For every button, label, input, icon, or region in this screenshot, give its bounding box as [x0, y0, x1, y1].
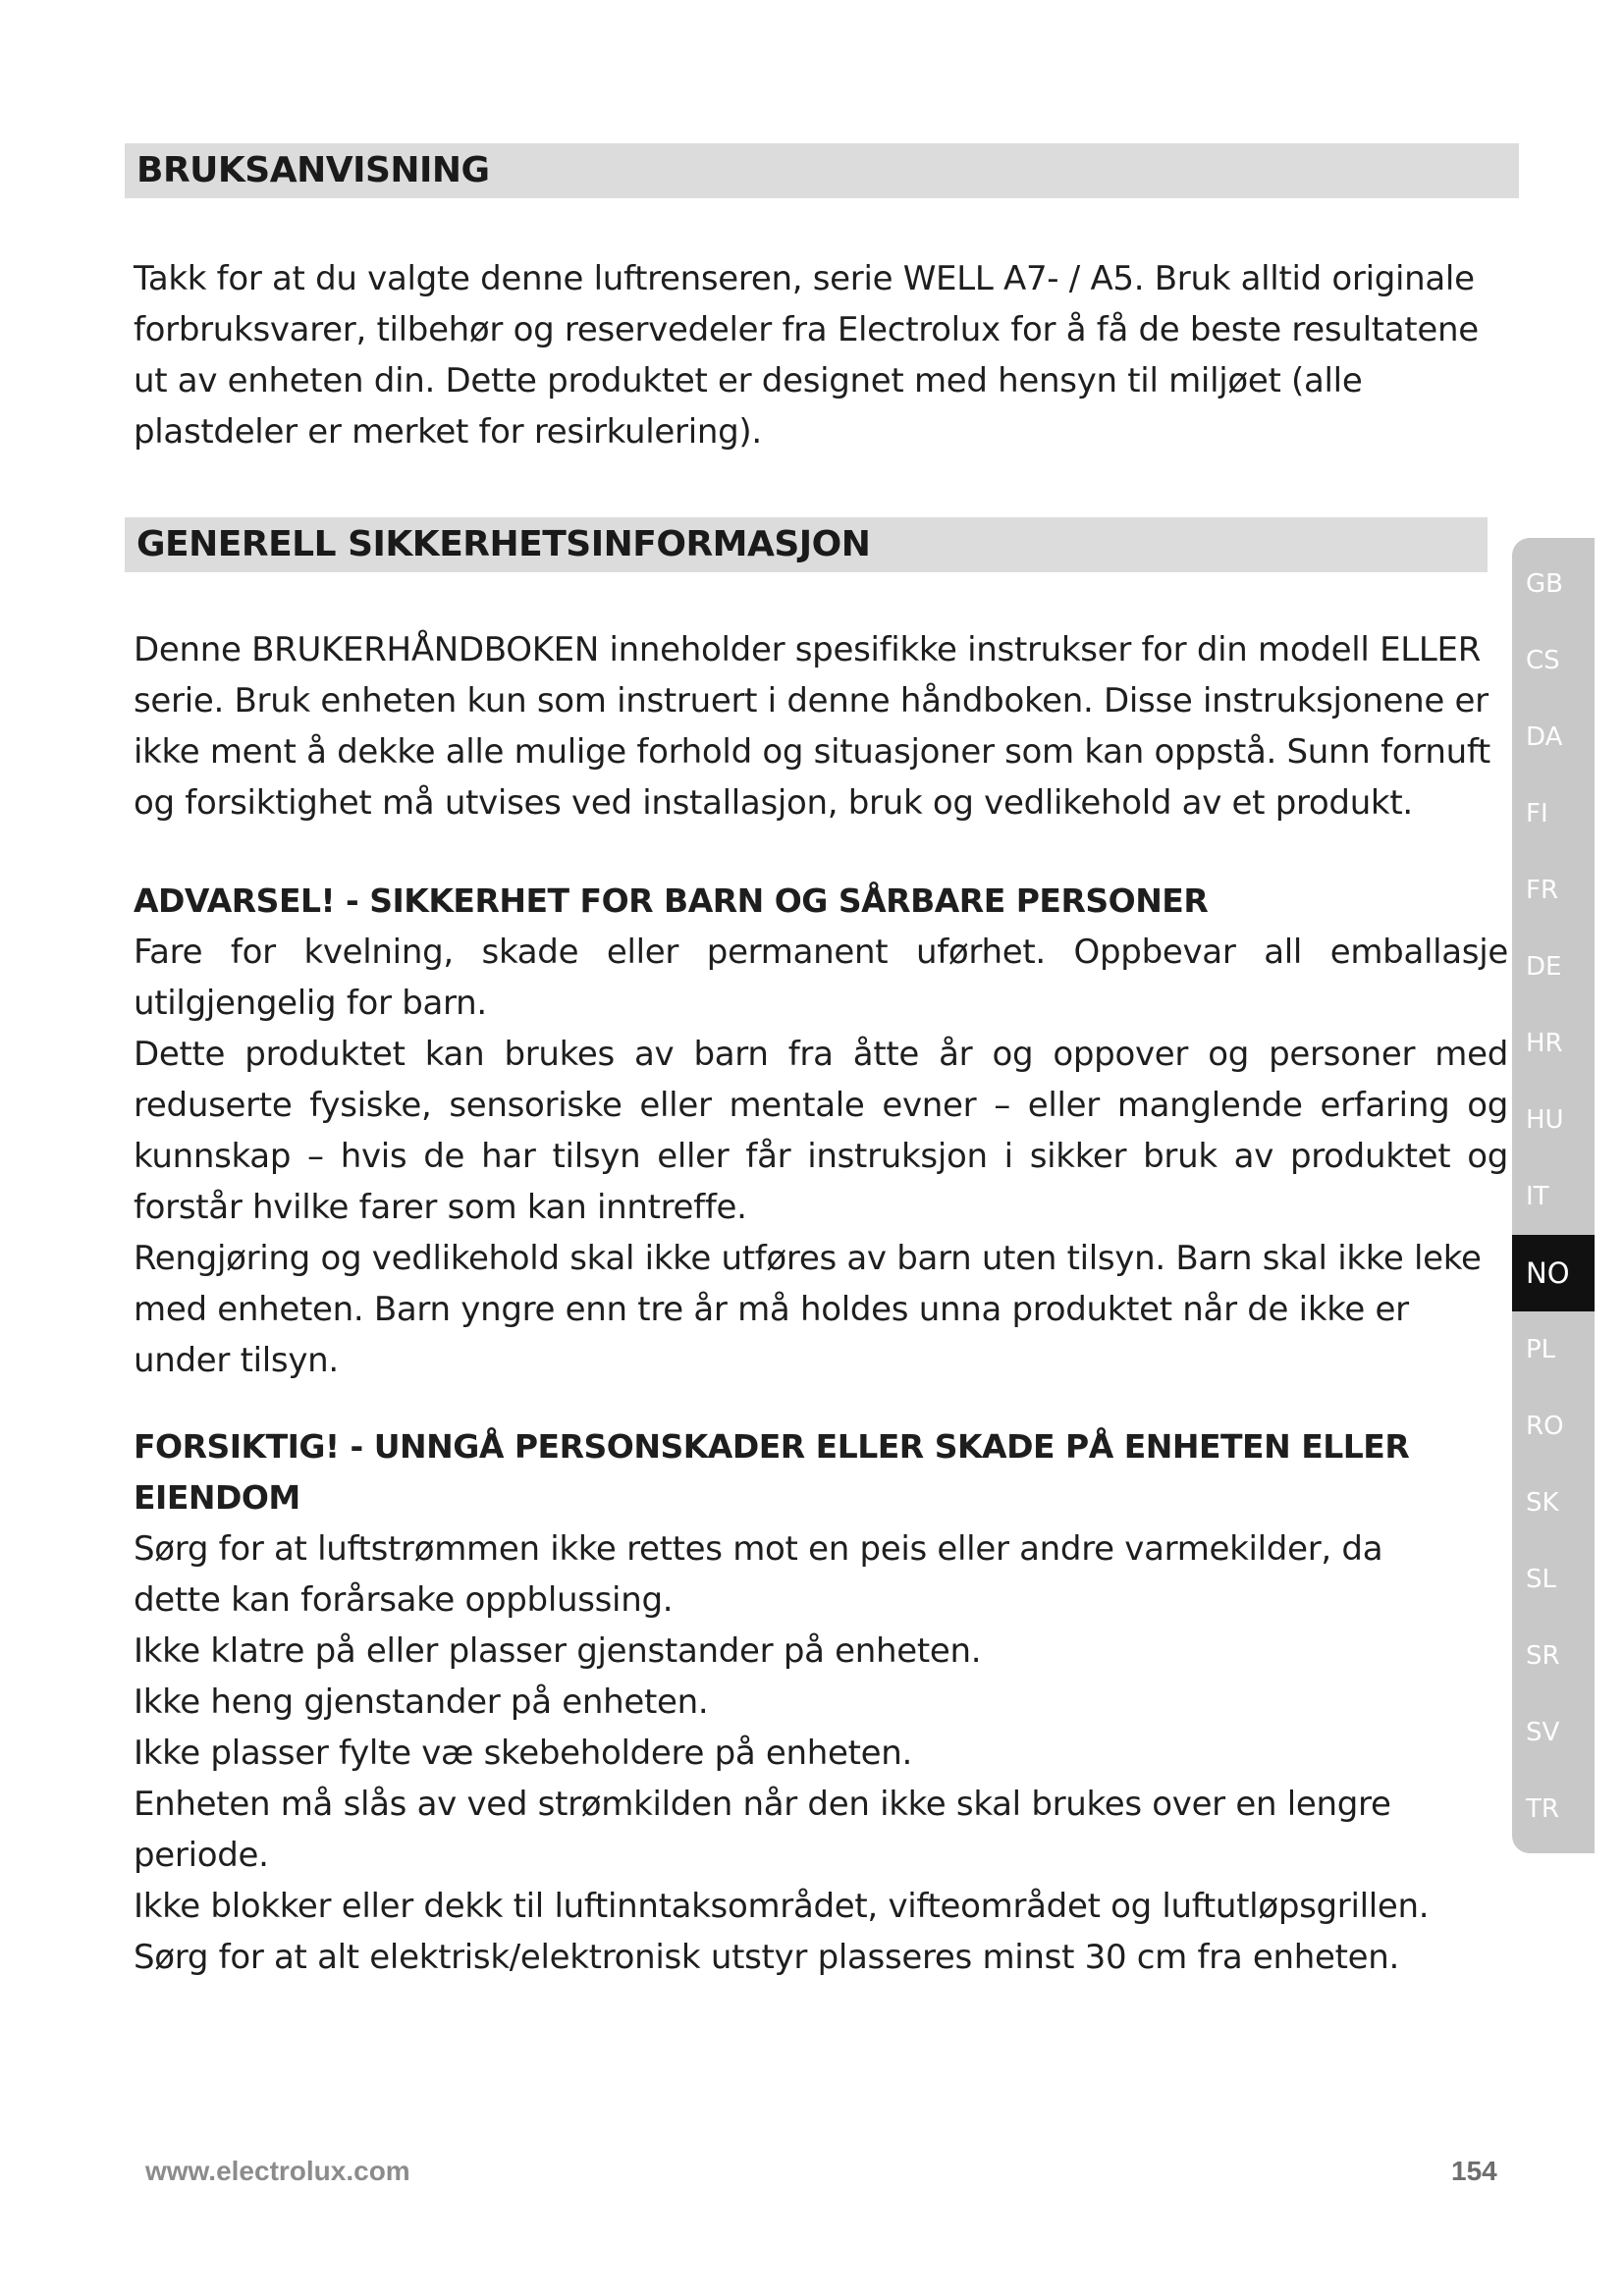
language-tab-fr[interactable]: FR — [1526, 876, 1559, 905]
language-tab-cs[interactable]: CS — [1526, 646, 1560, 675]
section-header-generell: GENERELL SIKKERHETSINFORMASJON — [125, 517, 1488, 572]
advarsel-paragraph: Dette produktet kan brukes av barn fra åtte år og oppover og personer med reduserte fysiske, sensoriske eller mentale evner – eller manglende erfaring og kunnskap – hvis de har tilsyn eller får instruksjon i sikker bruk av produktet og forstår hvilke farer som kan inntreffe. — [134, 1035, 1508, 1227]
forsiktig-line: Ikke blokker eller dekk til luftinntaksområdet, vifteområdet og luftutløpsgrillen. — [134, 1887, 1430, 1926]
forsiktig-line: Ikke klatre på eller plasser gjenstander på enheten. — [134, 1631, 982, 1671]
language-tab-hr[interactable]: HR — [1526, 1029, 1563, 1058]
section-header-bruksanvisning: BRUKSANVISNING — [125, 143, 1519, 198]
language-tab-fi[interactable]: FI — [1526, 799, 1548, 828]
language-tab-it[interactable]: IT — [1526, 1182, 1549, 1211]
language-tab-sl[interactable]: SL — [1526, 1565, 1556, 1594]
forsiktig-line: Sørg for at alt elektrisk/elektronisk utstyr plasseres minst 30 cm fra enheten. — [134, 1938, 1400, 1977]
footer-url[interactable]: www.electrolux.com — [145, 2156, 410, 2186]
language-tab-sv[interactable]: SV — [1526, 1718, 1560, 1747]
language-tab-tr[interactable]: TR — [1526, 1794, 1559, 1824]
page-number: 154 — [1451, 2156, 1497, 2186]
advarsel-heading: ADVARSEL! - SIKKERHET FOR BARN OG SÅRBARE PERSONER — [134, 881, 1209, 920]
forsiktig-heading: FORSIKTIG! - UNNGÅ PERSONSKADER ELLER SKADE PÅ ENHETEN ELLER EIENDOM — [134, 1427, 1410, 1517]
advarsel-block — [134, 876, 1508, 1386]
language-tab-gb[interactable]: GB — [1526, 569, 1563, 599]
bruksanvisning-text: Takk for at du valgte denne luftrenseren, serie WELL A7- / A5. Bruk alltid originale forbruksvarer, tilbehør og reservedeler fra Electrolux for å få de beste resultatene ut av enheten din. Dette produktet er designet med hensyn til miljøet (alle plastdeler er merket for resirkulering). — [134, 259, 1479, 452]
language-tab-ro[interactable]: RO — [1526, 1412, 1564, 1441]
forsiktig-line: Ikke heng gjenstander på enheten. — [134, 1682, 709, 1722]
language-tab-da[interactable]: DA — [1526, 722, 1563, 752]
generell-text: Denne BRUKERHÅNDBOKEN inneholder spesifikke instrukser for din modell ELLER serie. Bruk enheten kun som instruert i denne håndboken. Disse instruksjonene er ikke ment å dekke alle mulige forhold og situasjoner som kan oppstå. Sunn fornuft og forsiktighet må utvises ved installasjon, bruk og vedlikehold av et produkt. — [134, 630, 1490, 823]
language-tab-sr[interactable]: SR — [1526, 1641, 1560, 1671]
language-tab-no-active[interactable]: NO — [1512, 1235, 1595, 1311]
forsiktig-block — [134, 1421, 1508, 1983]
language-tab-hu[interactable]: HU — [1526, 1105, 1564, 1135]
advarsel-paragraph: Rengjøring og vedlikehold skal ikke utføres av barn uten tilsyn. Barn skal ikke leke med enheten. Barn yngre enn tre år må holdes unna produktet når de ikke er under tilsyn. — [134, 1239, 1482, 1380]
forsiktig-line: Ikke plasser fylte væ skebeholdere på enheten. — [134, 1734, 913, 1773]
language-tab-de[interactable]: DE — [1526, 952, 1562, 982]
language-tab-sk[interactable]: SK — [1526, 1488, 1559, 1518]
forsiktig-line: Enheten må slås av ved strømkilden når den ikke skal brukes over en lengre periode. — [134, 1785, 1391, 1875]
language-tab-pl[interactable]: PL — [1526, 1335, 1556, 1364]
forsiktig-line: Sørg for at luftstrømmen ikke rettes mot en peis eller andre varmekilder, da dette kan forårsake oppblussing. — [134, 1529, 1383, 1620]
advarsel-paragraph: Fare for kvelning, skade eller permanent uførhet. Oppbevar all emballasje utilgjengelig for barn. — [134, 933, 1508, 1023]
